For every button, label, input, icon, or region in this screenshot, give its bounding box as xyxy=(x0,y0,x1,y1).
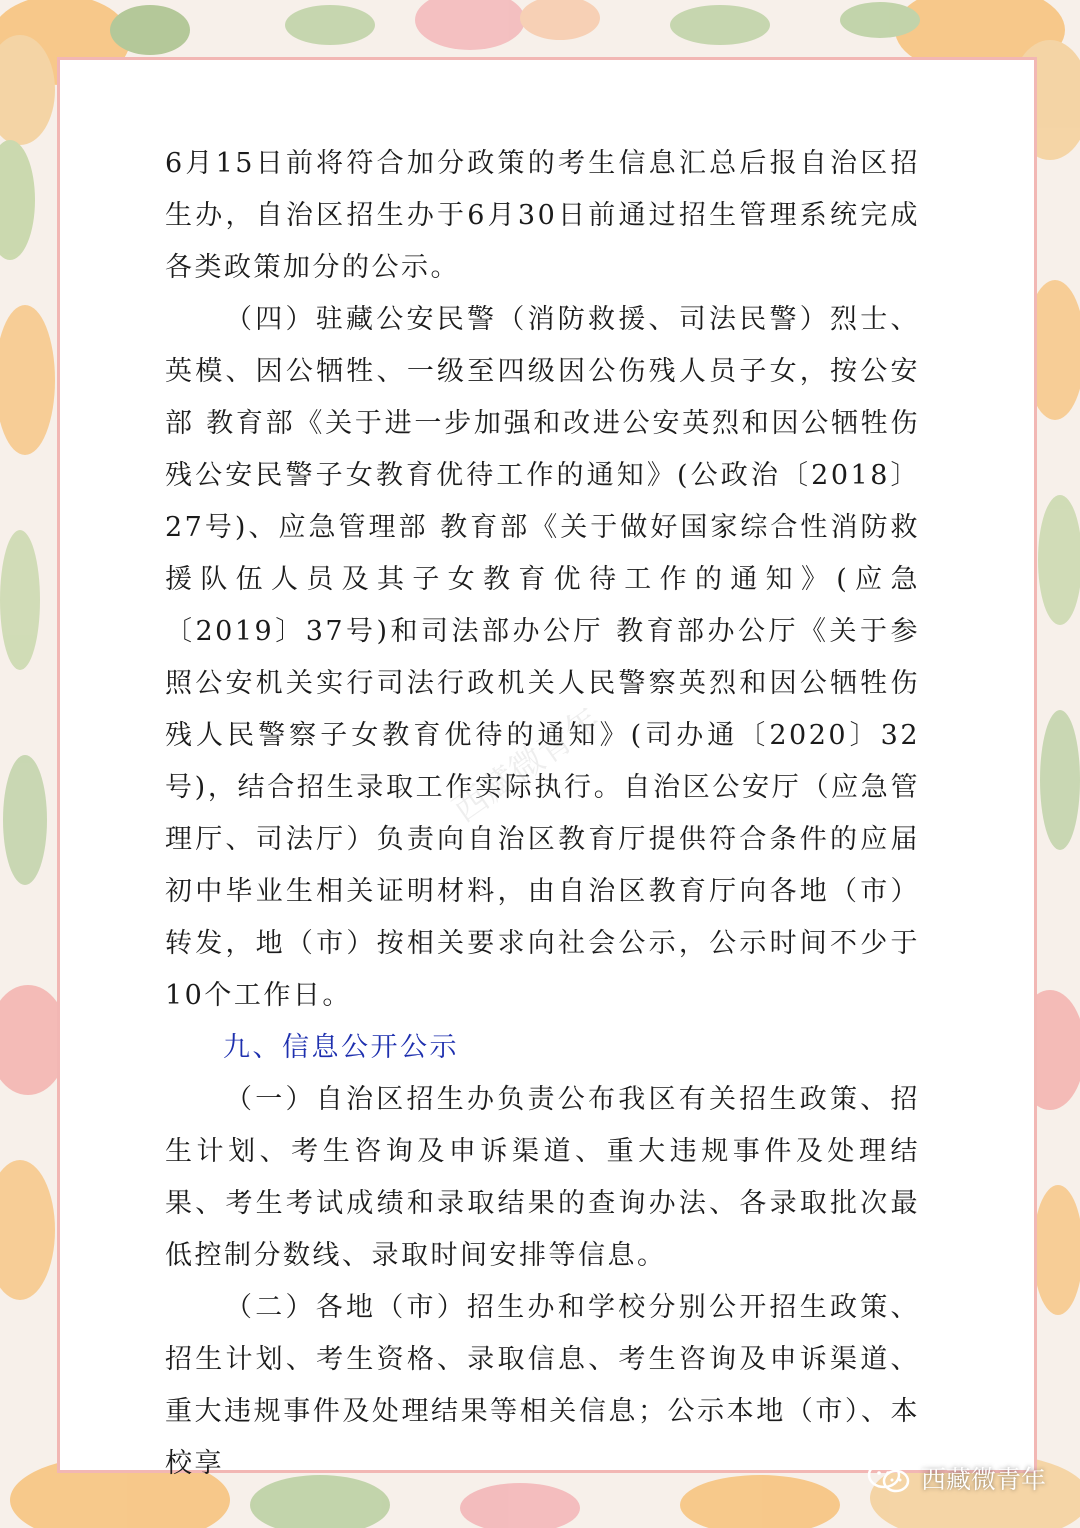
paragraph-3: （一）自治区招生办负责公布我区有关招生政策、招生计划、考生咨询及申诉渠道、重大违规事件及处理结果、考生考试成绩和录取结果的查询办法、各录取批次最低控制分数线、录取时间安排等信息。 xyxy=(165,1084,920,1271)
section-heading: 九、信息公开公示 xyxy=(223,1032,459,1063)
paragraph-4: （二）各地（市）招生办和学校分别公开招生政策、招生计划、考生资格、录取信息、考生咨询及申诉渠道、重大违规事件及处理结果等相关信息；公示本地（市）、本校享 xyxy=(165,1292,920,1479)
footer-watermark xyxy=(867,1460,1046,1496)
wechat-icon xyxy=(867,1461,911,1495)
paragraph-2: （四）驻藏公安民警（消防救援、司法民警）烈士、英模、因公牺牲、一级至四级因公伤残人员子女，按公安部 教育部《关于进一步加强和改进公安英烈和因公牺牲伤残公安民警子女教育优待工作的通知》(公政治〔2018〕27号)、应急管理部 教育部《关于做好国家综合性消防救援队伍人员及其子女教育优待工作的通知》(应急〔2019〕37号)和司法部办公厅 教育部办公厅《关于参照公安机关实行司法行政机关人民警察英烈和因公牺牲伤残人民警察子女教育优待的通知》(司办通〔2020〕32号)，结合招生录取工作实际执行。自治区公安厅（应急管理厅、司法厅）负责向自治区教育厅提供符合条件的应届初中毕业生相关证明材料，由自治区教育厅向各地（市）转发，地（市）按相关要求向社会公示，公示时间不少于10个工作日。 xyxy=(165,304,920,1011)
footer-watermark-text: 西藏微青年 xyxy=(920,1465,1046,1494)
watermark-center: 西藏微青年 xyxy=(445,700,609,831)
document-body xyxy=(165,138,920,1490)
paragraph-1: 6月15日前将符合加分政策的考生信息汇总后报自治区招生办，自治区招生办于6月30日前通过招生管理系统完成各类政策加分的公示。 xyxy=(165,148,920,283)
